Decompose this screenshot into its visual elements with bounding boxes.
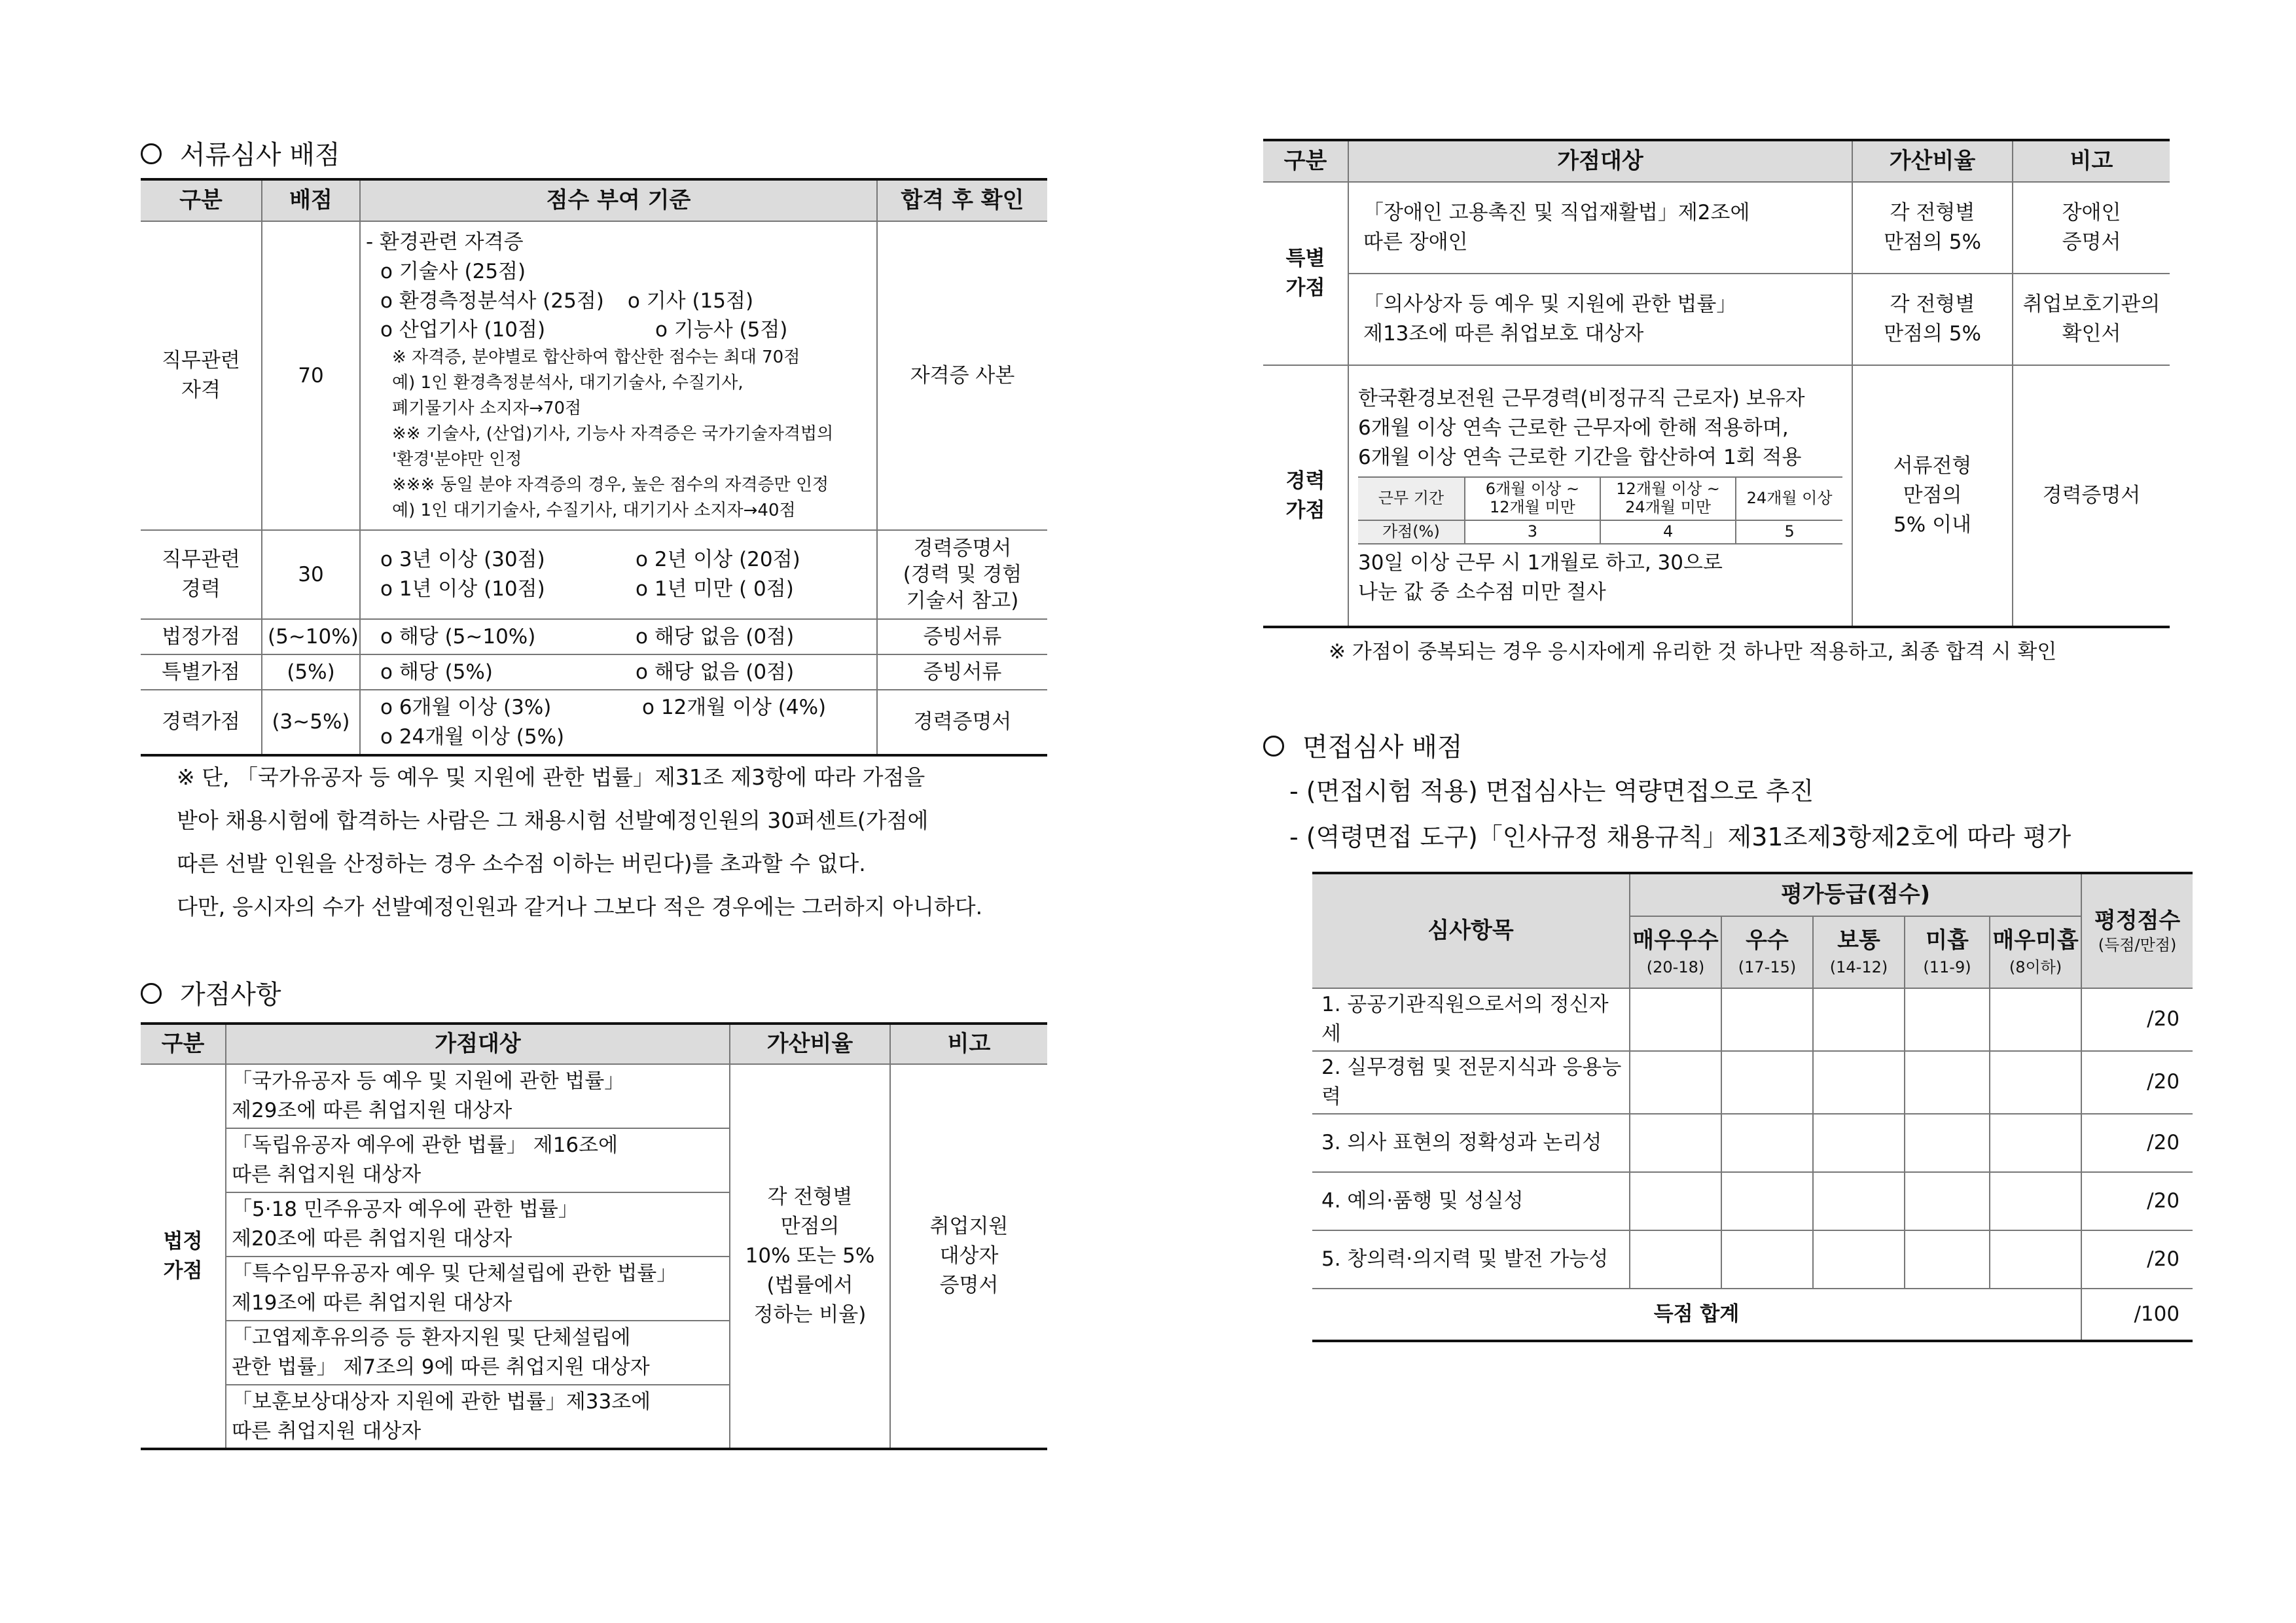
category-cell: 직무관련 자격 (141, 221, 262, 530)
table-row: 「의사상자 등 예우 및 지원에 관한 법률」 제13조에 따른 취업보호 대상자 각 전형별 만점의 5% 취업보호기관의 확인서 (1263, 274, 2170, 365)
interview-score-table: 심사항목 평가등급(점수) 평정점수 (득점/만점) 매우우수 (20-18) 우수 (17-15) 보통 (14-12) 미흡 (11-9) 매우미흡 (8이하) 1. 공공기관직원으로서의 정신자세 /20 2. 실무경험 및 전문지식과 응용능력 /20 3. 의사 표현의 정확성과 논리성 /20 4. 예의·품행 및 성실성 /20 5. 창의력·의지력 및 발전 가능성 /20 득점 합계 /100 (1312, 872, 2193, 1342)
header-score: 평정점수 (득점/만점) (2081, 873, 2193, 988)
table-row: 2. 실무경험 및 전문지식과 응용능력 /20 (1312, 1051, 2193, 1114)
table-row: 「5·18 민주유공자 예우에 관한 법률」 제20조에 따른 취업지원 대상자 (141, 1192, 1047, 1257)
section-heading-document-review: 서류심사 배점 (141, 134, 340, 171)
document-review-table (141, 178, 1047, 757)
header-criteria: 점수 부여 기준 (360, 179, 877, 221)
ratio-cell: 각 전형별 만점의 10% 또는 5% (법률에서 정하는 비율) (730, 1064, 890, 1449)
category-cell: 특별 가점 (1263, 182, 1348, 365)
table-row: 5. 창의력·의지력 및 발전 가능성 /20 (1312, 1230, 2193, 1289)
total-label: 득점 합계 (1312, 1289, 2081, 1341)
header-score: 배점 (262, 179, 360, 221)
remark-cell: 취업지원 대상자 증명서 (890, 1064, 1047, 1449)
duplicate-note: ※ 가점이 중복되는 경우 응시자에게 유리한 것 하나만 적용하고, 최종 합격 시 확인 (1329, 640, 2057, 664)
career-period-table: 근무 기간 6개월 이상 ~ 12개월 미만 12개월 이상 ~ 24개월 미만 24개월 이상 가점(%) 3 4 5 (1358, 476, 1842, 544)
category-cell: 경력 가점 (1263, 365, 1348, 627)
table-row: 특별 가점 「장애인 고용촉진 및 직업재활법」제2조에 따른 장애인 각 전형별 만점의 5% 장애인 증명서 (1263, 182, 2170, 274)
section-heading-bonus: 가점사항 (141, 974, 281, 1011)
table-row: 특별가점 (5%) o 해당 (5%) o 해당 없음 (0점) 증빙서류 (141, 654, 1047, 690)
interview-line-2: - (역령면접 도구)「인사규정 채용규칙」제31조제3항제2호에 따라 평가 (1289, 823, 2072, 851)
table-row: 경력 가점 한국환경보전원 근무경력(비정규직 근로자) 보유자 6개월 이상 연속 근로한 근무자에 한해 적용하며, 6개월 이상 연속 근로한 기간을 합산하여 1회 적용 근무 기간 6개월 이상 ~ 12개월 미만 12개월 이상 ~ 24개월 미만 24개월 이상 가점(%) 3 4 5 30일 이상 근무 시 1개월로 하고, 30으로 나눈 값 중 소수점 미만 절사 서류전형 만점의 5% 이내 경력증명서 (1263, 365, 2170, 627)
table-row: 경력가점 (3~5%) o 6개월 이상 (3%) o 12개월 이상 (4%) o 24개월 이상 (5%) 경력증명서 (141, 690, 1047, 755)
interview-line-1: - (면접시험 적용) 면접심사는 역량면접으로 추진 (1289, 777, 1814, 806)
table-row: 4. 예의·품행 및 성실성 /20 (1312, 1172, 2193, 1230)
table-row: 「독립유공자 예우에 관한 법률」 제16조에 따른 취업지원 대상자 (141, 1128, 1047, 1192)
header-category: 구분 (141, 179, 262, 221)
criteria-cell: - 환경관련 자격증 o 기술사 (25점) o 환경측정분석사 (25점) o 기사 (15점) o 산업기사 (10점) o 기능사 (5점) ※ 자격증, 분야별로 합산하여 합산한 점수는 최대 70점 예) 1인 환경측정분석사, 대기기술사, 수질기사, 폐기물기사 소지자→70점 ※※ 기술사, (산업)기사, 기능사 자격증은 국가기술자격법의 '환경'분야만 인정 ※※※ 동일 분야 자격증의 경우, 높은 점수의 자격증만 인정 예) 1인 대기기술사, 수질기사, 대기기사 소지자→40점 (360, 221, 877, 530)
score-cell: 70 (262, 221, 360, 530)
bonus-table: 구분 가점대상 가산비율 비고 법정 가점 「국가유공자 등 예우 및 지원에 관한 법률」 제29조에 따른 취업지원 대상자 각 전형별 만점의 10% 또는 5% (법률에서 정하는 비율) 취업지원 대상자 증명서 「독립유공자 예우에 관한 법률」 제16조에 따른 취업지원 대상자 「5·18 민주유공자 예우에 관한 법률」 제20조에 따른 취업지원 대상자 「특수임무유공자 예우 및 단체설립에 관한 법률」 제19조에 따른 취업지원 대상자 「고엽제후유의증 등 환자지원 및 단체설립에 관한 법률」 제7조의 9에 따른 취업지원 대상자 「보훈보상대상자 지원에 관한 법률」제33조에 따른 취업지원 대상자 (141, 1022, 1047, 1450)
special-bonus-table: 구분 가점대상 가산비율 비고 특별 가점 「장애인 고용촉진 및 직업재활법」제2조에 따른 장애인 각 전형별 만점의 5% 장애인 증명서 「의사상자 등 예우 및 지원에 관한 법률」 제13조에 따른 취업보호 대상자 각 전형별 만점의 5% 취업보호기관의 확인서 경력 가점 한국환경보전원 근무경력(비정규직 근로자) 보유자 6개월 이상 연속 근로한 근무자에 한해 적용하며, 6개월 이상 연속 근로한 기간을 합산하여 1회 적용 근무 기간 6개월 이상 ~ 12개월 미만 12개월 이상 ~ 24개월 미만 24개월 이상 가점(%) 3 4 5 30일 이상 근무 시 1개월로 하고, 30으로 나눈 값 중 소수점 미만 절사 서류전형 만점의 5% 이내 경력증명서 (1263, 139, 2170, 628)
table-row: 3. 의사 표현의 정확성과 논리성 /20 (1312, 1114, 2193, 1172)
category-cell: 법정 가점 (141, 1064, 226, 1449)
table-row: 「보훈보상대상자 지원에 관한 법률」제33조에 따른 취업지원 대상자 (141, 1385, 1047, 1449)
note-paragraph: ※ 단, 「국가유공자 등 예우 및 지원에 관한 법률」제31조 제3항에 따라 가점을 받아 채용시험에 합격하는 사람은 그 채용시험 선발예정인원의 30퍼센트(가점에 따른 선발 인원을 산정하는 경우 소수점 이하는 버린다)를 초과할 수 없다. 다만, 응시자의 수가 선발예정인원과 같거나 그보다 적은 경우에는 그러하지 아니하다. (177, 764, 983, 919)
total-row (1312, 1289, 2193, 1341)
header-grade: 평가등급(점수) (1630, 873, 2081, 916)
table-row: 직무관련 경력 30 o 3년 이상 (30점) o 2년 이상 (20점) o 1년 이상 (10점) o 1년 미만 ( 0점) 경력증명서 (경력 및 경험 기술서 참고) (141, 530, 1047, 619)
table-row: 1. 공공기관직원으로서의 정신자세 /20 (1312, 988, 2193, 1051)
confirm-cell: 자격증 사본 (877, 221, 1047, 530)
total-score: /100 (2081, 1289, 2193, 1341)
table-row: 법정가점 (5~10%) o 해당 (5~10%) o 해당 없음 (0점) 증빙서류 (141, 619, 1047, 654)
table-row (141, 221, 1047, 530)
circle-bullet-icon (141, 983, 162, 1004)
table-row: 「고엽제후유의증 등 환자지원 및 단체설립에 관한 법률」 제7조의 9에 따른 취업지원 대상자 (141, 1321, 1047, 1385)
table-row: 법정 가점 「국가유공자 등 예우 및 지원에 관한 법률」 제29조에 따른 취업지원 대상자 각 전형별 만점의 10% 또는 5% (법률에서 정하는 비율) 취업지원 대상자 증명서 (141, 1064, 1047, 1128)
circle-bullet-icon (1263, 736, 1284, 757)
header-confirm: 합격 후 확인 (877, 179, 1047, 221)
header-item: 심사항목 (1312, 873, 1630, 988)
section-heading-interview: 면접심사 배점 (1263, 726, 1463, 764)
circle-bullet-icon (141, 143, 162, 164)
table-row: 「특수임무유공자 예우 및 단체설립에 관한 법률」 제19조에 따른 취업지원 대상자 (141, 1257, 1047, 1321)
